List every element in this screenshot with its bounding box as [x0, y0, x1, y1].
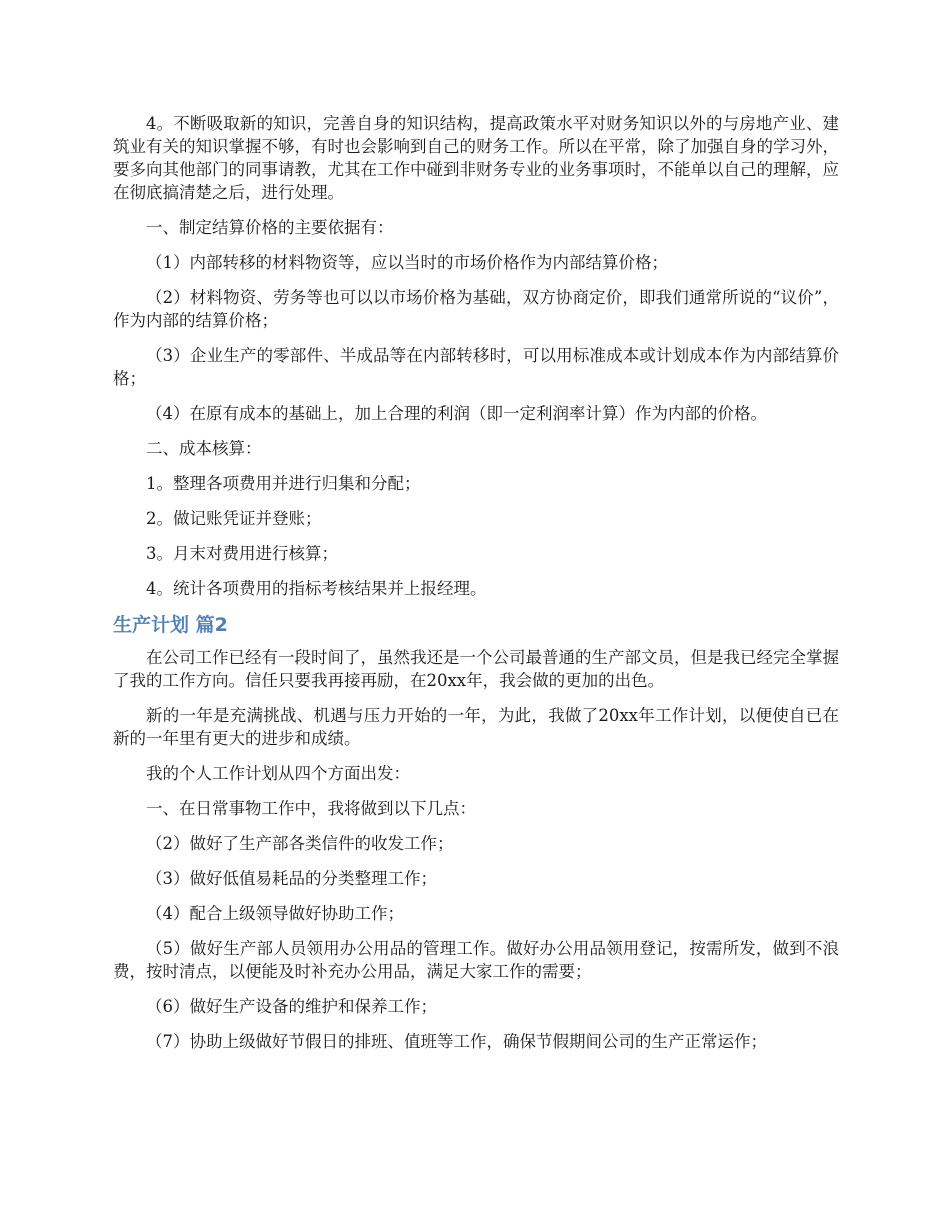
- paragraph-item-3: （3）做好低值易耗品的分类整理工作；: [146, 869, 437, 888]
- document-body: [113, 112, 839, 1065]
- paragraph-intro: 在公司工作已经有一段时间了，虽然我还是一个公司最普通的生产部文员，但是我已经完全掌握了我的工作方向。信任只要我再接再励，在20xx年，我会做的更加的出色。: [113, 648, 839, 690]
- paragraph-cost-4: 4。统计各项费用的指标考核结果并上报经理。: [146, 579, 487, 598]
- section-heading: 生产计划 篇2: [113, 614, 228, 636]
- paragraph-pricing-1: （1）内部转移的材料物资等，应以当时的市场价格作为内部结算价格；: [146, 253, 668, 272]
- paragraph-daily-work-heading: 一、在日常事物工作中，我将做到以下几点：: [146, 799, 476, 818]
- paragraph-item-6: （6）做好生产设备的维护和保养工作；: [146, 997, 437, 1016]
- paragraph-four-aspects: 我的个人工作计划从四个方面出发：: [146, 764, 410, 783]
- paragraph-pricing-2: （2）材料物资、劳务等也可以以市场价格为基础，双方协商定价，即我们通常所说的“议价”，作为内部的结算价格；: [113, 288, 839, 330]
- paragraph-new-year: 新的一年是充满挑战、机遇与压力开始的一年，为此，我做了20xx年工作计划，以便使自已在新的一年里有更大的进步和成绩。: [113, 706, 839, 748]
- paragraph-cost-2: 2。做记账凭证并登账；: [146, 509, 322, 528]
- paragraph-knowledge: 4。不断吸取新的知识，完善自身的知识结构，提高政策水平对财务知识以外的与房地产业、建筑业有关的知识掌握不够，有时也会影响到自己的财务工作。所以在平常，除了加强自身的学习外，要多向其他部门的同事请教，尤其在工作中碰到非财务专业的业务事项时，不能单以自己的理解，应在彻底搞清楚之后，进行处理。: [113, 114, 839, 202]
- paragraph-item-4: （4）配合上级领导做好协助工作；: [146, 904, 404, 923]
- paragraph-item-2: （2）做好了生产部各类信件的收发工作；: [146, 834, 454, 853]
- paragraph-item-7: （7）协助上级做好节假日的排班、值班等工作，确保节假期间公司的生产正常运作；: [146, 1032, 767, 1051]
- paragraph-cost-1: 1。整理各项费用并进行归集和分配；: [146, 474, 421, 493]
- paragraph-cost-3: 3。月末对费用进行核算；: [146, 544, 338, 563]
- paragraph-pricing-4: （4）在原有成本的基础上，加上合理的利润（即一定利润率计算）作为内部的价格。: [146, 404, 767, 423]
- paragraph-item-5: （5）做好生产部人员领用办公用品的管理工作。做好办公用品领用登记，按需所发，做到不浪费，按时清点，以便能及时补充办公用品，满足大家工作的需要；: [113, 939, 839, 981]
- paragraph-cost-accounting-heading: 二、成本核算：: [146, 439, 262, 458]
- paragraph-pricing-basis-heading: 一、制定结算价格的主要依据有：: [146, 218, 394, 237]
- paragraph-pricing-3: （3）企业生产的零部件、半成品等在内部转移时，可以用标准成本或计划成本作为内部结算价格；: [113, 346, 839, 388]
